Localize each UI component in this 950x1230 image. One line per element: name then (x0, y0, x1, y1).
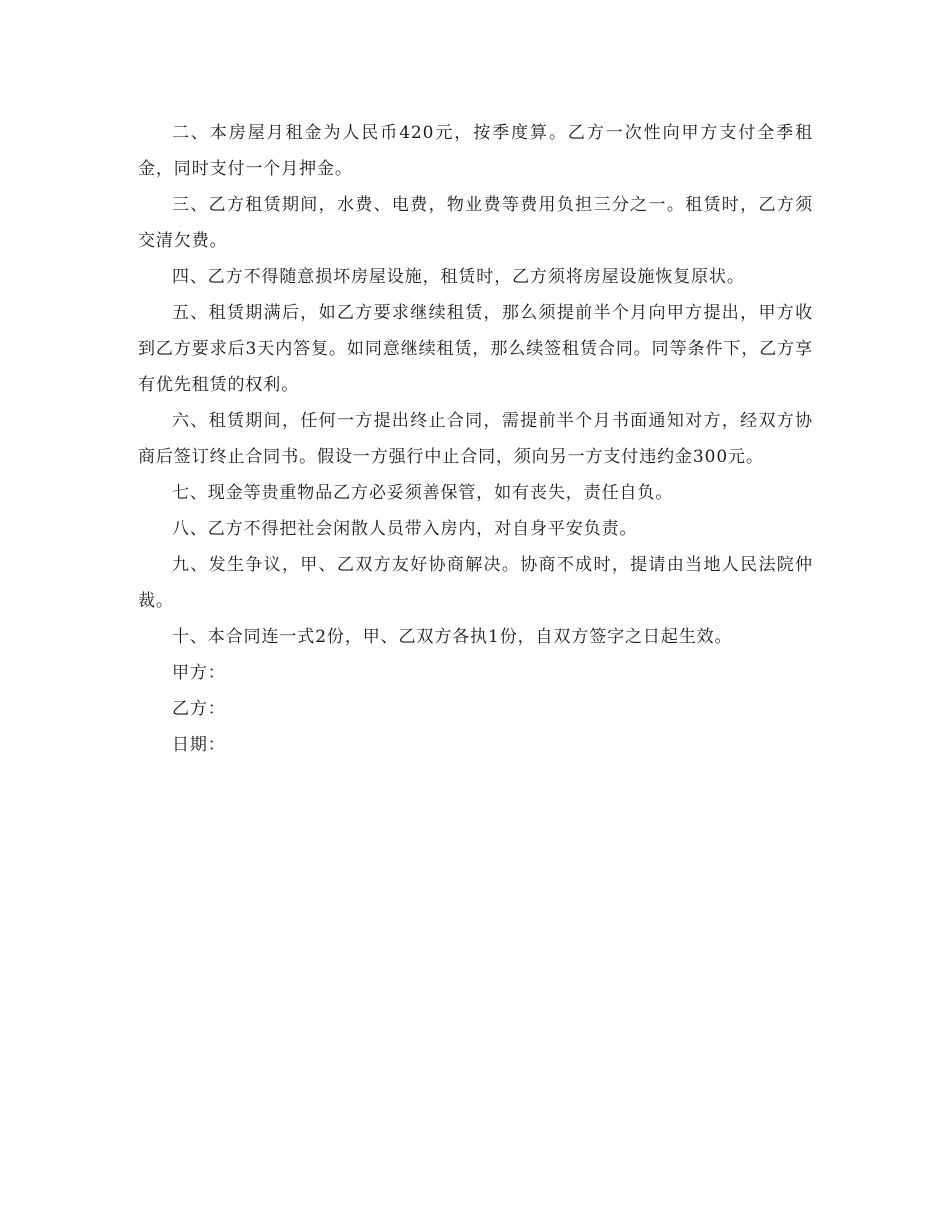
clause-3: 三、乙方租赁期间，水费、电费，物业费等费用负担三分之一。租赁时，乙方须交清欠费。 (138, 195, 813, 251)
clause-9: 九、发生争议，甲、乙双方友好协商解决。协商不成时，提请由当地人民法院仲裁。 (138, 555, 813, 611)
clause-7: 七、现金等贵重物品乙方必妥须善保管，如有丧失，责任自负。 (172, 483, 674, 503)
clause-6: 六、租赁期间，任何一方提出终止合同，需提前半个月书面通知对方，经双方协商后签订终止合同书。假设一方强行中止合同，须向另一方支付违约金300元。 (138, 411, 813, 467)
signature-party-a: 甲方： (172, 663, 226, 683)
clause-10: 十、本合同连一式2份，甲、乙双方各执1份，自双方签字之日起生效。 (172, 627, 733, 647)
signature-date: 日期： (172, 735, 226, 755)
clause-8: 八、乙方不得把社会闲散人员带入房内，对自身平安负责。 (172, 519, 638, 539)
signature-party-b: 乙方： (172, 699, 226, 719)
clause-5: 五、租赁期满后，如乙方要求继续租赁，那么须提前半个月向甲方提出，甲方收到乙方要求后3天内答复。如同意继续租赁，那么续签租赁合同。同等条件下，乙方享有优先租赁的权利。 (138, 303, 813, 395)
contract-body (138, 115, 813, 763)
clause-2: 二、本房屋月租金为人民币420元，按季度算。乙方一次性向甲方支付全季租金，同时支付一个月押金。 (138, 123, 813, 179)
clause-4: 四、乙方不得随意损坏房屋设施，租赁时，乙方须将房屋设施恢复原状。 (172, 267, 745, 287)
